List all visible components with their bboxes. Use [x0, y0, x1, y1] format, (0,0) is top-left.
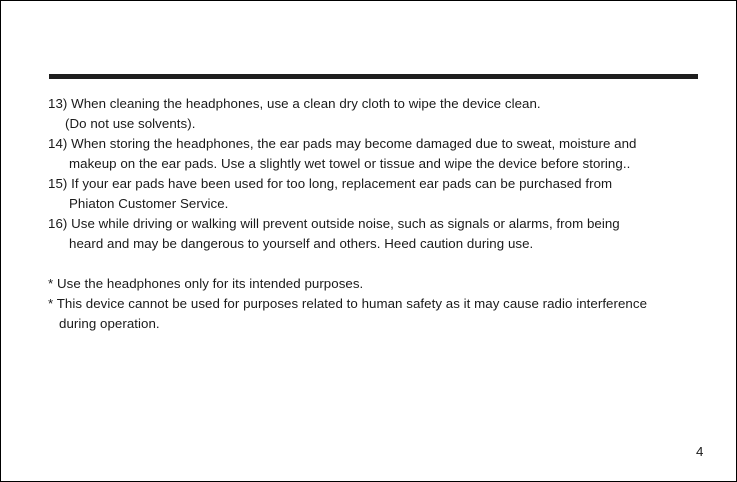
- instruction-13-line-1: 13) When cleaning the headphones, use a clean dry cloth to wipe the device clean.: [48, 96, 541, 111]
- note-safety-line-2: during operation.: [59, 316, 160, 331]
- note-safety-line-1: * This device cannot be used for purposes related to human safety as it may cause radio interference: [48, 296, 648, 311]
- instruction-15-line-2: Phiaton Customer Service.: [69, 196, 229, 211]
- instruction-16-line-1: 16) Use while driving or walking will prevent outside noise, such as signals or alarms, from being: [48, 216, 620, 231]
- header-rule: [49, 74, 698, 79]
- paragraph-gap: [48, 254, 708, 274]
- instruction-14-line-1: 14) When storing the headphones, the ear pads may become damaged due to sweat, moisture and: [48, 136, 637, 151]
- instruction-14-line-2: makeup on the ear pads. Use a slightly wet towel or tissue and wipe the device before storing..: [69, 156, 631, 171]
- instruction-15-line-1: 15) If your ear pads have been used for too long, replacement ear pads can be purchased from: [48, 176, 613, 191]
- page-number: 4: [696, 444, 704, 459]
- instruction-16-line-2: heard and may be dangerous to yourself and others. Heed caution during use.: [69, 236, 534, 251]
- note-intended-purpose: * Use the headphones only for its intended purposes.: [48, 276, 364, 291]
- instructions-block: [48, 94, 708, 334]
- instruction-13-line-2: (Do not use solvents).: [65, 116, 196, 131]
